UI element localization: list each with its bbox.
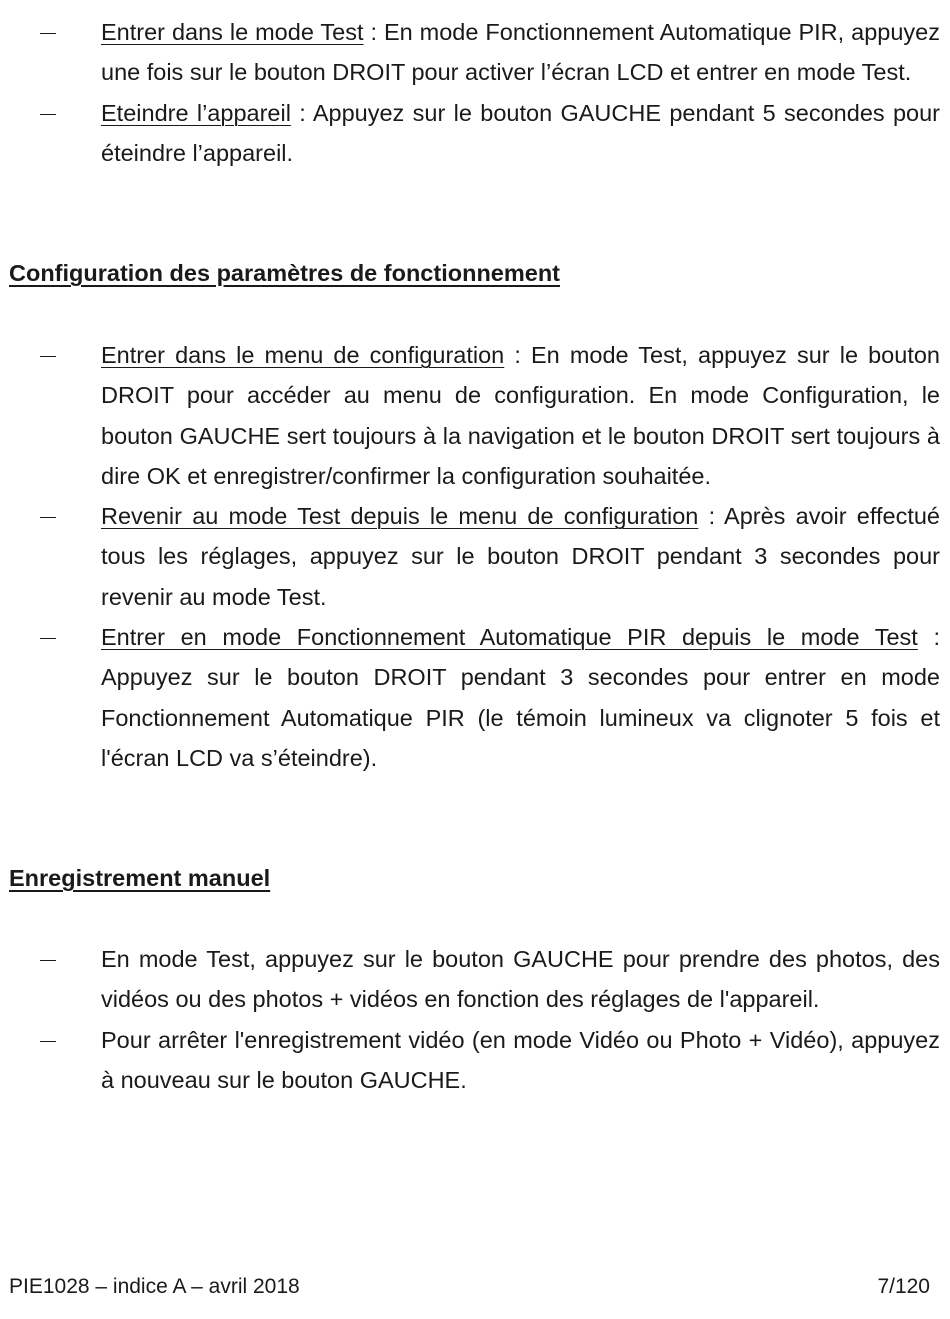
list-item [0, 93, 950, 174]
item-label: Entrer dans le mode Test [101, 19, 364, 45]
item-label: Entrer dans le menu de configuration [101, 342, 505, 368]
list-item [0, 12, 950, 93]
footer-page-number: 7/120 [877, 1275, 930, 1298]
list-item [0, 496, 950, 617]
item-text: En mode Test, appuyez sur le bouton GAUCHE pour prendre des photos, des vidéos ou des photos + vidéos en fonction des réglages de l'appareil. [101, 946, 940, 1013]
item-label: Entrer en mode Fonctionnement Automatique PIR depuis le mode Test [101, 624, 918, 651]
list-item [0, 335, 950, 496]
footer-reference: PIE1028 – indice A – avril 2018 [9, 1275, 300, 1298]
list-item [0, 1020, 950, 1101]
item-text: Appuyez sur le bouton DROIT pendant 3 secondes pour entrer en mode Fonctionnement Automatique PIR (le témoin lumineux va clignoter 5 fois et l'écran LCD va s’éteindre). [101, 664, 940, 771]
item-label: Revenir au mode Test depuis le menu de configuration [101, 503, 699, 530]
item-text: En mode Test, appuyez sur le bouton DROIT pour accéder au menu de configuration. En mode Configuration, le bouton GAUCHE sert toujours à la navigation et le bouton DROIT sert toujours à dire OK et enregistrer/confirmer la configuration souhaitée. [101, 342, 940, 489]
instruction-list-top [0, 12, 950, 173]
list-item [0, 939, 950, 1020]
instruction-list-configuration [0, 335, 950, 778]
item-separator: : [363, 19, 384, 45]
item-separator: : [917, 624, 940, 651]
section-heading-manual-recording: Enregistrement manuel [9, 865, 271, 891]
item-label: Eteindre l’appareil [101, 99, 291, 126]
item-text: Appuyez sur le bouton GAUCHE pendant 5 secondes pour éteindre l’appareil. [101, 99, 941, 166]
item-separator: : [504, 342, 531, 368]
item-separator: : [290, 99, 313, 126]
item-text: Après avoir effectué tous les réglages, appuyez sur le bouton DROIT pendant 3 secondes pour revenir au mode Test. [101, 503, 940, 610]
instruction-list-manual [0, 939, 950, 1100]
item-text: En mode Fonctionnement Automatique PIR, appuyez une fois sur le bouton DROIT pour activer l’écran LCD et entrer en mode Test. [101, 19, 940, 86]
list-item [0, 617, 950, 778]
item-text: Pour arrêter l'enregistrement vidéo (en mode Vidéo ou Photo + Vidéo), appuyez à nouveau sur le bouton GAUCHE. [101, 1026, 940, 1093]
item-separator: : [698, 503, 725, 530]
section-heading-configuration: Configuration des paramètres de fonctionnement [9, 260, 561, 286]
